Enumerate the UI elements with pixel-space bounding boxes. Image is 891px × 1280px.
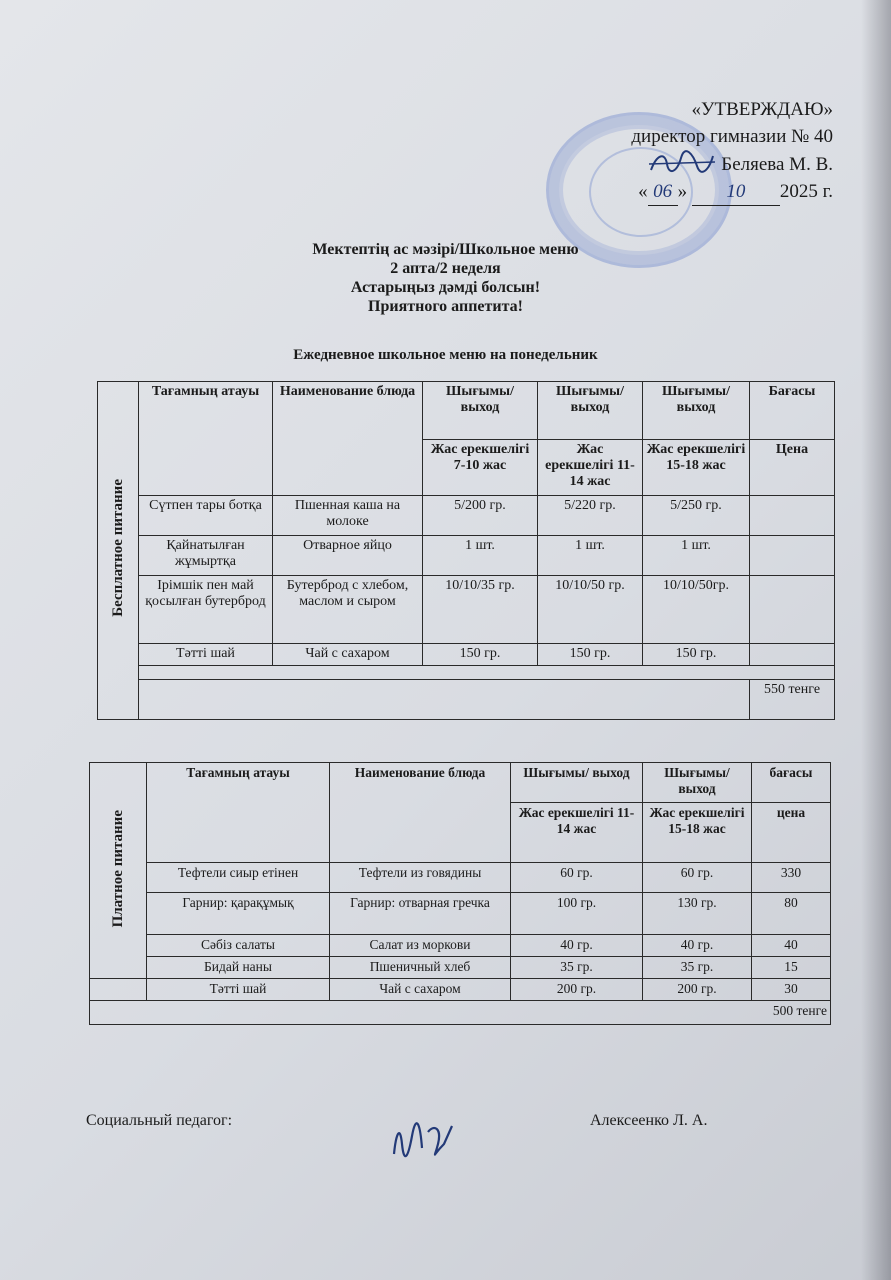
col-out3: Шығымы/ выход	[643, 382, 750, 440]
table-row	[90, 893, 831, 935]
approval-year: 2025 г.	[779, 181, 833, 202]
dish-price: 80	[752, 893, 831, 935]
dish-name-kz: Тәтті шай	[147, 979, 330, 1001]
table-row	[90, 957, 831, 979]
portion-11-14: 1 шт.	[538, 536, 643, 576]
col-name-kz: Тағамның атауы	[147, 763, 330, 863]
table-row	[98, 496, 835, 536]
dish-name-kz: Сәбіз салаты	[147, 935, 330, 957]
table-row	[90, 863, 831, 893]
dish-name-ru: Тефтели из говядины	[330, 863, 511, 893]
dish-price	[750, 576, 835, 644]
approval-day: 06	[648, 178, 678, 206]
dish-name-ru: Отварное яйцо	[273, 536, 423, 576]
dish-price	[750, 496, 835, 536]
paid-total: 500 тенге	[90, 1001, 831, 1025]
portion-7-10: 5/200 гр.	[423, 496, 538, 536]
dish-price	[750, 644, 835, 666]
dish-name-ru: Чай с сахаром	[330, 979, 511, 1001]
age-11-14: Жас ерекшелігі 11-14 жас	[511, 803, 643, 863]
approval-date: « 06 » 10 2025 г.	[631, 178, 833, 206]
col-name-kz: Тағамның атауы	[139, 382, 273, 496]
portion-15-18: 40 гр.	[643, 935, 752, 957]
approval-block	[631, 96, 833, 206]
portion-7-10: 150 гр.	[423, 644, 538, 666]
dish-price: 30	[752, 979, 831, 1001]
col-name-ru: Наименование блюда	[330, 763, 511, 863]
dish-name-ru: Гарнир: отварная гречка	[330, 893, 511, 935]
free-total: 550 тенге	[750, 680, 835, 720]
col-name-ru: Наименование блюда	[273, 382, 423, 496]
table-row	[98, 536, 835, 576]
total-blank	[139, 680, 750, 720]
director-signature	[647, 150, 717, 176]
col-out1: Шығымы/ выход	[511, 763, 643, 803]
footer-name: Алексеенко Л. А.	[590, 1112, 708, 1129]
dish-price: 330	[752, 863, 831, 893]
col-out2: Шығымы/ выход	[643, 763, 752, 803]
week-label: 2 апта/2 неделя	[390, 260, 501, 277]
portion-11-14: 5/220 гр.	[538, 496, 643, 536]
social-teacher-signature	[388, 1114, 458, 1164]
dish-name-kz: Ірімшік пен май қосылған бутерброд	[139, 576, 273, 644]
page-edge-shadow	[861, 0, 891, 1280]
table-row	[90, 979, 831, 1001]
dish-price: 40	[752, 935, 831, 957]
approval-month: 10	[692, 178, 780, 206]
col-price-kz: Бағасы	[750, 382, 835, 440]
portion-15-18: 10/10/50гр.	[643, 576, 750, 644]
free-meal-table	[97, 381, 835, 720]
portion-7-10: 1 шт.	[423, 536, 538, 576]
footer-role: Социальный педагог:	[86, 1112, 233, 1129]
paid-meal-table	[89, 762, 831, 1025]
col-price-ru: Цена	[750, 440, 835, 496]
dish-name-ru: Салат из моркови	[330, 935, 511, 957]
portion-11-14: 35 гр.	[511, 957, 643, 979]
dish-name-ru: Бутерброд с хлебом, маслом и сыром	[273, 576, 423, 644]
director-name: Беляева М. В.	[721, 154, 833, 175]
dish-name-kz: Гарнир: қарақұмық	[147, 893, 330, 935]
col-out2: Шығымы/ выход	[538, 382, 643, 440]
age-7-10: Жас ерекшелігі 7-10 жас	[423, 440, 538, 496]
menu-subtitle: Ежедневное школьное меню на понедельник	[293, 347, 598, 363]
age-15-18: Жас ерекшелігі 15-18 жас	[643, 803, 752, 863]
portion-11-14: 40 гр.	[511, 935, 643, 957]
greeting-ru: Приятного аппетита!	[368, 298, 523, 315]
dish-price	[750, 536, 835, 576]
col-out1: Шығымы/ выход	[423, 382, 538, 440]
blank-cell	[90, 979, 147, 1001]
dish-price: 15	[752, 957, 831, 979]
menu-headings	[0, 240, 891, 316]
age-11-14: Жас ерекшелігі 11-14 жас	[538, 440, 643, 496]
table-row	[98, 644, 835, 666]
director-signature-line	[631, 150, 833, 178]
portion-11-14: 60 гр.	[511, 863, 643, 893]
approval-title: «УТВЕРЖДАЮ»	[691, 99, 833, 120]
dish-name-kz: Сүтпен тары ботқа	[139, 496, 273, 536]
portion-15-18: 130 гр.	[643, 893, 752, 935]
spacer-row	[139, 666, 835, 680]
dish-name-kz: Бидай наны	[147, 957, 330, 979]
dish-name-ru: Пшенная каша на молоке	[273, 496, 423, 536]
greeting-kz: Астарыңыз дәмді болсын!	[350, 279, 541, 296]
portion-15-18: 35 гр.	[643, 957, 752, 979]
dish-name-ru: Чай с сахаром	[273, 644, 423, 666]
dish-name-ru: Пшеничный хлеб	[330, 957, 511, 979]
portion-15-18: 1 шт.	[643, 536, 750, 576]
portion-15-18: 60 гр.	[643, 863, 752, 893]
paid-meal-side-label: Платное питание	[90, 763, 147, 979]
col-price-ru: цена	[752, 803, 831, 863]
portion-11-14: 10/10/50 гр.	[538, 576, 643, 644]
age-15-18: Жас ерекшелігі 15-18 жас	[643, 440, 750, 496]
portion-15-18: 200 гр.	[643, 979, 752, 1001]
portion-15-18: 5/250 гр.	[643, 496, 750, 536]
portion-7-10: 10/10/35 гр.	[423, 576, 538, 644]
portion-11-14: 150 гр.	[538, 644, 643, 666]
portion-11-14: 100 гр.	[511, 893, 643, 935]
dish-name-kz: Қайнатылған жұмыртқа	[139, 536, 273, 576]
portion-11-14: 200 гр.	[511, 979, 643, 1001]
col-price-kz: бағасы	[752, 763, 831, 803]
table-row	[90, 935, 831, 957]
director-position: директор гимназии № 40	[631, 126, 833, 147]
dish-name-kz: Тефтели сиыр етінен	[147, 863, 330, 893]
dish-name-kz: Тәтті шай	[139, 644, 273, 666]
table-row	[98, 576, 835, 644]
portion-15-18: 150 гр.	[643, 644, 750, 666]
menu-title: Мектептің ас мәзірі/Школьное меню	[312, 241, 579, 258]
free-meal-side-label: Бесплатное питание	[98, 382, 139, 720]
